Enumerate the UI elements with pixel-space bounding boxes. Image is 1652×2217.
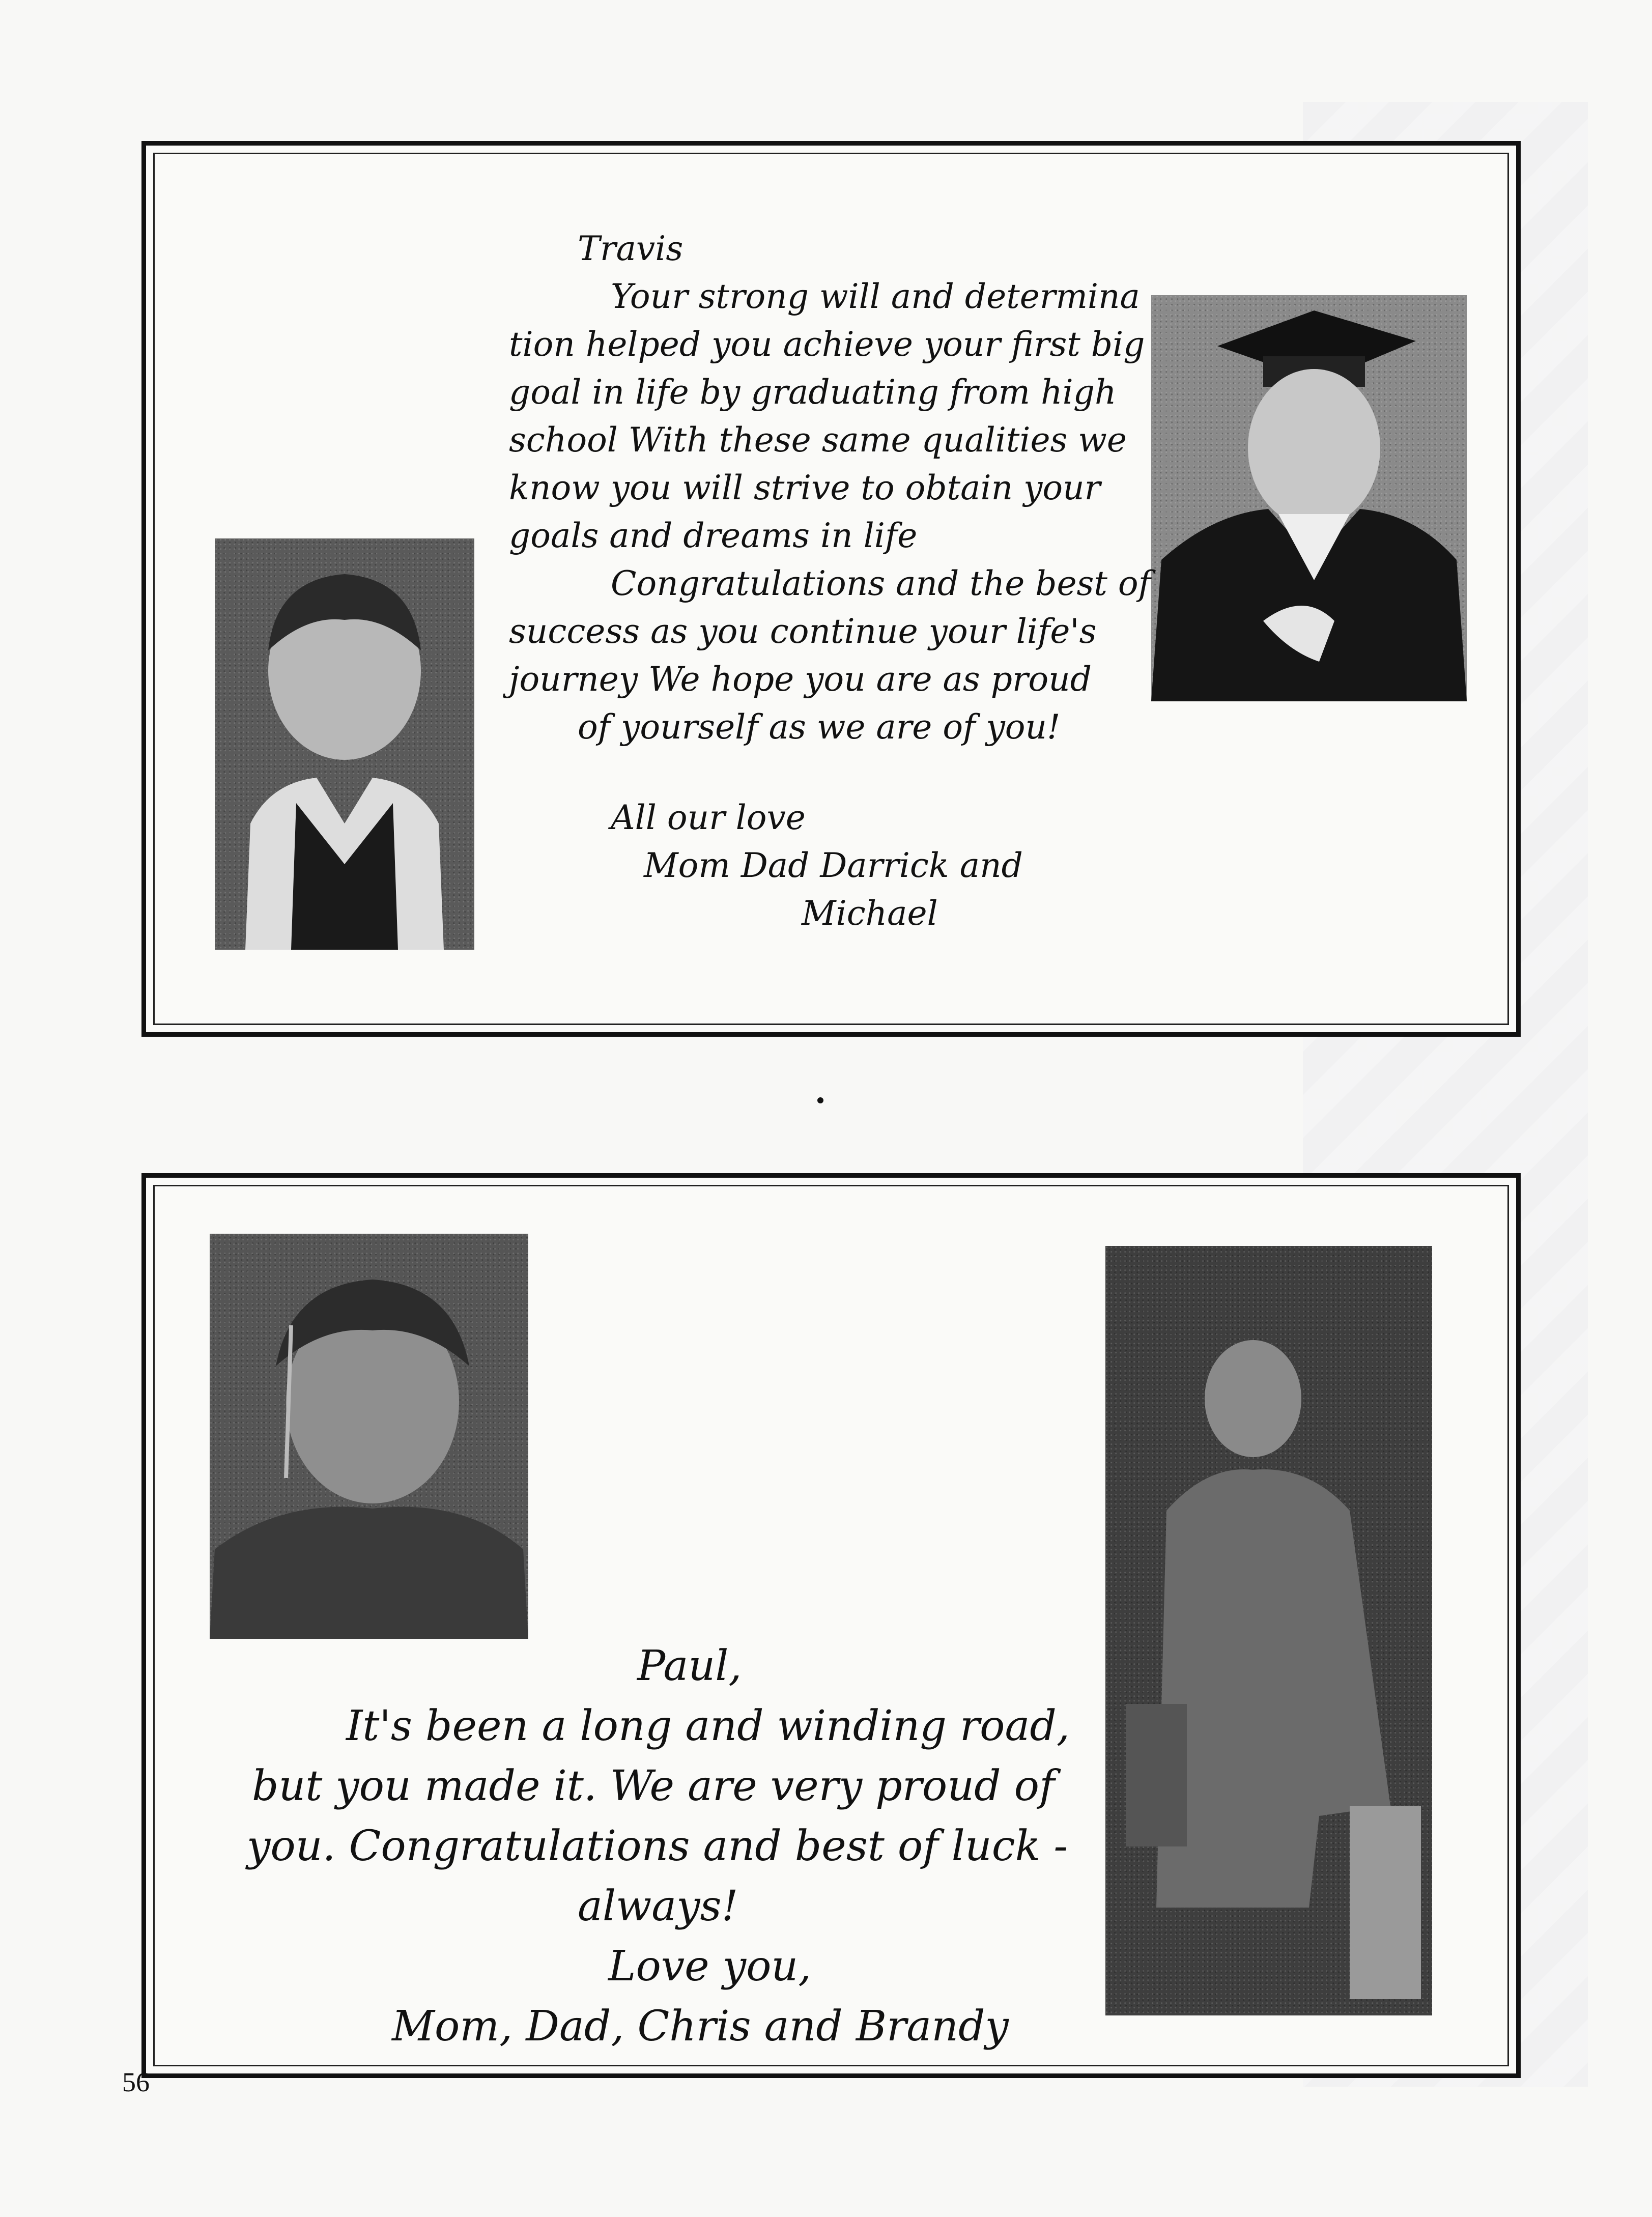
paul-message-line: you. Congratulations and best of luck - — [247, 1822, 1068, 1870]
paul-name: Paul, — [637, 1642, 742, 1690]
travis-signature-line: Michael — [802, 894, 938, 933]
paul-closing: Love you, — [608, 1942, 812, 1991]
travis-message-line: tion helped you achieve your first big — [509, 325, 1145, 364]
travis-graduation-photo — [1151, 295, 1467, 701]
paul-message-line: always! — [578, 1882, 738, 1930]
travis-name: Travis — [578, 229, 683, 268]
travis-message-line: goal in life by graduating from high — [509, 373, 1117, 412]
travis-childhood-photo — [215, 538, 474, 950]
page-number: 56 — [122, 2067, 150, 2097]
travis-message-line: school With these same qualities we — [509, 420, 1127, 460]
travis-message-line: goals and dreams in life — [509, 516, 918, 555]
travis-message-line: Your strong will and determina — [611, 277, 1140, 316]
paul-signature: Mom, Dad, Chris and Brandy — [392, 2002, 1009, 2051]
travis-closing: All our love — [611, 798, 806, 837]
paul-childhood-photo — [1105, 1246, 1432, 2015]
paul-message-line: but you made it. We are very proud of — [252, 1762, 1055, 1810]
travis-message-line: Congratulations and the best of — [611, 564, 1151, 603]
paul-senior-photo — [210, 1234, 528, 1639]
travis-message-line: journey We hope you are as proud — [509, 660, 1092, 699]
travis-message-line: of yourself as we are of you! — [578, 707, 1061, 747]
travis-signature-line: Mom Dad Darrick and — [644, 846, 1023, 885]
travis-message-line: know you will strive to obtain your — [509, 468, 1101, 507]
paul-message-line: It's been a long and winding road, — [346, 1702, 1070, 1750]
travis-message-line: success as you continue your life's — [509, 612, 1097, 651]
separator-dot — [817, 1097, 823, 1103]
